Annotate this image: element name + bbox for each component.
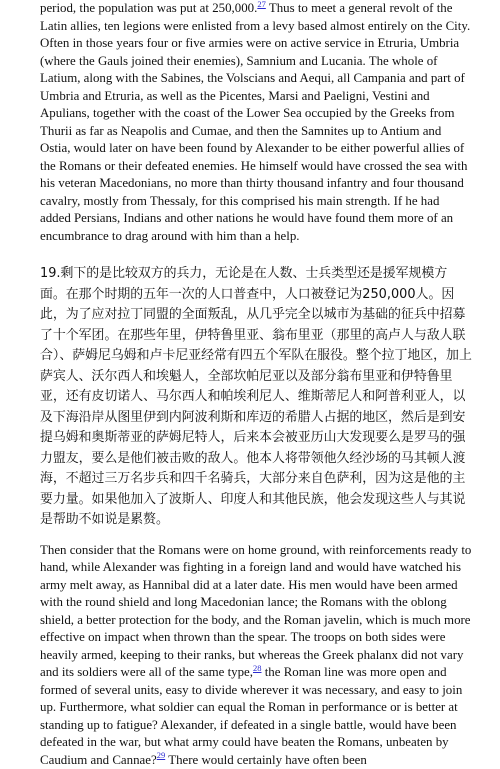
paragraph-text: There would certainly have often been — [165, 753, 367, 767]
footnote-ref — [157, 749, 166, 761]
footnote-link-29[interactable]: 29 — [157, 750, 166, 760]
footnote-ref — [257, 0, 266, 10]
paragraph-text: period, the population was put at 250,000. — [40, 1, 257, 15]
footnote-link-27[interactable]: 27 — [257, 0, 266, 9]
paragraph-text: Then consider that the Romans were on home ground, with reinforcements ready to hand, while Alexander was fighting in a foreign land and would have watched his army melt away, as Hannibal did at a later date. His men would have been armed with the round shield and long Macedonian lance; the Romans with the oblong shield, a better protection for the body, and the Roman javelin, which is much more effective on impact when thrown than the spear. The troops on both sides were heavily armed, keeping to their ranks, but whereas the Greek phalanx did not vary and its soldiers were all of the same type, — [40, 543, 471, 680]
paragraph-chinese-translation: 19.剩下的是比较双方的兵力，无论是在人数、士兵类型还是援军规模方面。在那个时期的五年一次的人口普查中，人口被登记为250,000人。因此，为了应对拉丁同盟的全面叛乱，从几乎完全以城市为基础的征兵中招募了十个军团。在那些年里，伊特鲁里亚、翁布里亚（那里的高卢人与敌人联合）、萨姆尼乌姆和卢卡尼亚经常有四五个军队在服役。整个拉丁地区，加上萨宾人、沃尔西人和埃魁人，全部坎帕尼亚以及部分翁布里亚和伊特鲁里亚，还有皮切诺人、马尔西人和帕埃利尼人、维斯蒂尼人和阿普利亚人，以及下海沿岸从图里伊到内阿波利斯和库迈的希腊人占据的地区，然后是到安提乌姆和奥斯蒂亚的萨姆尼特人，后来本会被亚历山大发现要么是罗马的强力盟友，要么是他们被击败的敌人。他本人将带领他久经沙场的马其顿人渡海，不超过三万名步兵和四千名骑兵，大部分来自色萨利，因为这是他的主要力量。如果他加入了波斯人、印度人和其他民族，他会发现这些人与其说是帮助不如说是累赘。 — [40, 264, 472, 531]
paragraph-text: Thus to meet a general revolt of the Latin allies, ten legions were enlisted from a levy based almost entirely on the City. Often in those years four or five armies were on active service in Etruria, Umbria (where the Gauls joined their enemies), Samnium and Lucania. The whole of Latium, along with the Sabines, the Volscians and Aequi, all Campania and part of Umbria and Etruria, as well as the Picentes, Marsi and Paeligni, Vestini and Apulians, together with the coast of the Lower Sea occupied by the Greeks from Thurii as far as Neapolis and Cumae, and then the Samnites up to Antium and Ostia, would later on have been found by Alexander to be either powerful allies of the Romans or their defeated enemies. He himself would have crossed the sea with his veteran Macedonians, no more than thirty thousand infantry and four thousand cavalry, mostly from Thessaly, for this comprised his main strength. If he had added Persians, Indians and other nations he would have found them more of an encumbrance to drag around with him than a help. — [40, 1, 470, 243]
footnote-link-28[interactable]: 28 — [253, 663, 262, 673]
paragraph-english-2 — [40, 542, 472, 769]
paragraph-text: the Roman line was more open and formed of several units, easy to divide wherever it was necessary, and easy to join up. Furthermore, what soldier can equal the Roman in performance or is better at standing up to fatigue? Alexander, if defeated in a single battle, would have been defeated in the war, but what army could have beaten the Romans, unbeaten by Caudium and Cannae? — [40, 665, 462, 767]
page-content — [40, 0, 472, 769]
paragraph-english-1 — [40, 0, 472, 245]
footnote-ref — [253, 662, 262, 674]
